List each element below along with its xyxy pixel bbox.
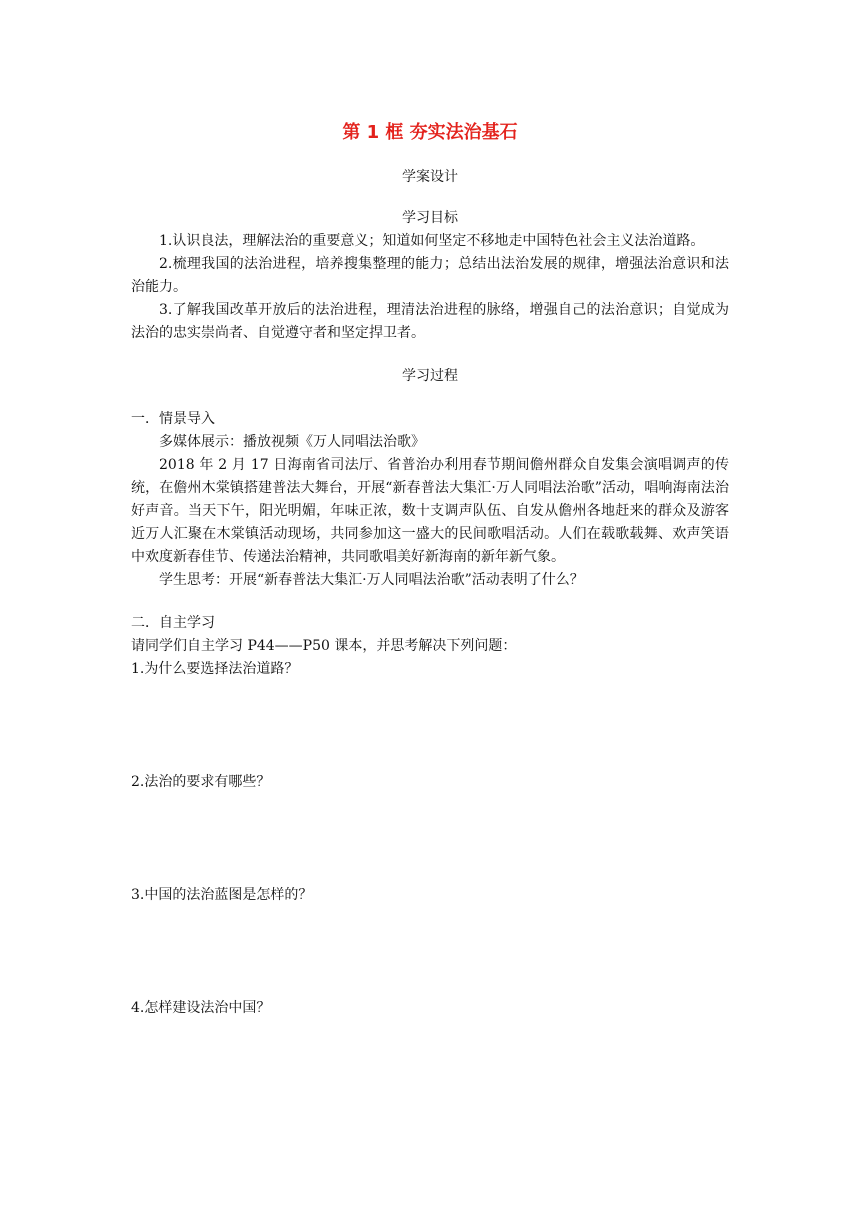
question-3: 3.中国的法治蓝图是怎样的？	[131, 887, 313, 903]
objective-item-2: 2.梳理我国的法治进程，培养搜集整理的能力；总结出法治发展的规律，增强法治意识和法治能力。	[131, 256, 729, 295]
answer-space-2[interactable]	[131, 794, 729, 884]
section-2-intro: 请同学们自主学习 P44——P50 课本，并思考解决下列问题：	[131, 638, 517, 654]
document-body	[131, 120, 729, 1110]
question-1: 1.为什么要选择法治道路？	[131, 661, 299, 677]
question-4: 4.怎样建设法治中国？	[131, 1000, 271, 1016]
section-2-heading: 二．自主学习	[131, 615, 215, 631]
answer-space-4[interactable]	[131, 1020, 729, 1110]
story-paragraph: 2018 年 2 月 17 日海南省司法厅、省普治办利用春节期间儋州群众自发集会演唱调声的传统，在儋州木棠镇搭建普法大舞台，开展“新春普法大集汇·万人同唱法治歌”活动，唱响海南法治好声音。当天下午，阳光明媚，年味正浓，数十支调声队伍、自发从儋州各地赶来的群众及游客近万人汇聚在木棠镇活动现场，共同参加这一盛大的民间歌唱活动。人们在载歌载舞、欢声笑语中欢度新春佳节、传递法治精神，共同歌唱美好新海南的新年新气象。	[131, 457, 729, 565]
answer-space-3[interactable]	[131, 907, 729, 997]
document-title: 第 1 框 夯实法治基石	[342, 122, 518, 143]
question-2: 2.法治的要求有哪些？	[131, 774, 271, 790]
objective-item-3: 3.了解我国改革开放后的法治进程，理清法治进程的脉络，增强自己的法治意识；自觉成为法治的忠实崇尚者、自觉遵守者和坚定捍卫者。	[131, 302, 729, 341]
objectives-heading: 学习目标	[402, 210, 458, 226]
section-1-heading: 一．情景导入	[131, 411, 215, 427]
media-line: 多媒体展示：播放视频《万人同唱法治歌》	[159, 434, 425, 450]
objective-item-1: 1.认识良法，理解法治的重要意义；知道如何坚定不移地走中国特色社会主义法治道路。	[159, 233, 705, 249]
answer-space-1[interactable]	[131, 681, 729, 771]
document-subtitle: 学案设计	[402, 169, 458, 185]
thinking-question: 学生思考：开展“新春普法大集汇·万人同唱法治歌”活动表明了什么？	[159, 572, 584, 588]
process-heading: 学习过程	[402, 368, 458, 384]
